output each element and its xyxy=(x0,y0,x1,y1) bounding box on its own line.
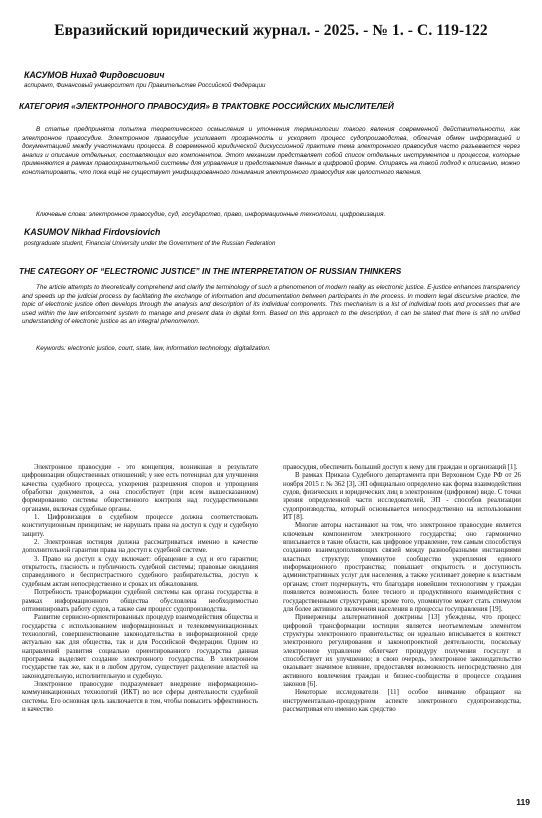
abstract-ru: В статье предпринята попытка теоретического осмысления и уточнения терминологии такого явления современной действительности, как электронное правосудие. Электронное правосудие усиливает прозрачность и ускоряет процесс судопроизводства, облегчая обмен информацией и документацией между участниками процесса. В современной юридической дискуссионной практике тема электронного правосудия часто разъевается через анализ и описание отдельных, составляющих его компонентов. Этот механизм представляет собой список отдельных инструментов и процессов, которые применяются в рамках правоохранительной системы для управления и представления данных в цифровой форме. Опираясь на такой подход к описанию, можно констатировать, что пока ещё не существует унифицированного понимания электронного правосудия как целостного явления. xyxy=(22,126,520,176)
body-column-right xyxy=(283,464,521,784)
body-list-item: 2. Электронная юстиция должна рассматриваться именно в качестве дополнительной гарантии права на доступ к судебной системе. xyxy=(22,539,258,555)
author-affiliation-ru: аспирант, Финансовый университет при Правительстве Российской Федерации xyxy=(24,82,266,89)
body-paragraph: Некоторые исследователи [11] особое внимание обращают на инструментально-процедурном аспекте электронного судопроизводства, рассматривая его именно как средство xyxy=(283,689,521,713)
body-paragraph: Электронное правосудие - это концепция, возникшая в результате цифровизации общественных отношений; у нее есть потенциал для улучшения качества судебного процесса, ускорения разрешения споров и упрощения обработки документов, а она способствует (при всем вышесказанном) формированию системы общественного контроля над государственными органами, включая судебные органы. xyxy=(22,464,258,513)
author-affiliation-en: postgraduate student, Financial University under the Government of the Russian Federation xyxy=(24,240,276,247)
journal-header: Евразийский юридический журнал. - 2025. - № 1. - С. 119-122 xyxy=(54,22,488,39)
body-column-left xyxy=(22,464,258,784)
body-paragraph: правосудия, обеспечить больший доступ к нему для граждан и организаций [1]. xyxy=(283,464,518,471)
body-paragraph: Электронное правосудие подразумевает внедрение информационно-коммуникационных технологий (ИКТ) во все сферы деятельности судебной системы. Его основная цель заключается в том, чтобы повысить эффективность и качество xyxy=(22,680,258,713)
page-number: 119 xyxy=(516,797,530,807)
body-paragraph: Потребность трансформации судебной системы как органа государства в рамках информационного общества обусловлена необходимостью оптимизировать работу судов, а также сам процесс судопроизводства. xyxy=(22,589,258,613)
author-name-ru: КАСУМОВ Нихад Фирдовсиович xyxy=(24,70,165,80)
body-paragraph: Многие авторы настаивают на том, что электронное правосудие является ключевым компонентом электронного государства; оно гармонично вписывается в такие области, как цифровое управление, тем самым способствуя созданию взаимодополняющих связей между разнообразными инстанциями властных структур; упомянутое сообщество укрепления единого информационного пространства; повышает открытость и доступность административных услуг для населения, а также усиливает доверие к властным органам; стоит подчеркнуть, что благодаря новейшим технологиям у граждан появляется возможность более тесного и продуктивного взаимодействия с государственными структурами; кроме того, упомянутое может стать стимулом для более активного включения населения в процессы госуправления [19]. xyxy=(283,522,521,613)
body-paragraph: В рамках Приказа Судебного департамента при Верховном Суде РФ от 26 ноября 2015 г. № 362 [3], ЭП официально определено как форма взаимодействия судов, физических и юридических лиц в электронном (цифровом) виде. С точки зрения определенной части исследователей, ЭП - способов реализации судопроизводства, который основывается непосредственно на использовании ИТ [8]. xyxy=(283,472,521,522)
body-paragraph: Развитие сервисно-ориентированных процедур взаимодействия общества и государства с использованием информационных и телекоммуникационных технологий, совершенствование законодательства в информационной среде актуально как для общества, так и для Российской Федерации. Одним из направлений развития социально ориентированного государства данная программа выделяет создание электронного государства. В электронном государстве так же, как и в любом другом, существует разделение властей на законодательную, исполнительную и судебную. xyxy=(22,614,258,680)
article-title-en: THE CATEGORY OF “ELECTRONIC JUSTICE” IN THE INTERPRETATION OF RUSSIAN THINKERS xyxy=(19,266,402,276)
abstract-en: The article attempts to theoretically comprehend and clarify the terminology of such a phenomenon of modern reality as electronic justice. E-justice enhances transparency and speeds up the judicial process by facilitating the exchange of information and documentation between participants in the process. In modern legal discursive practice, the topic of electronic justice often develops through the analysis and description of its individual components. This mechanism is a list of individual tools and processes that are used within the law enforcement system to manage and present data in digital form. Based on this approach to the description, it can be stated that there is still no unified understanding of electronic justice as an integral phenomenon. xyxy=(22,284,520,326)
keywords-en: Keywords: electronic justice, court, state, law, information technology, digitalization. xyxy=(36,345,271,352)
body-list-item: 3. Право на доступ к суду включает: обращение в суд и его гарантии; открытость, гласность и публичность судебной системы; правовые ожидания справедливого и беспристрастного судебного разбирательства, доступ к судебным актам непосредственно и сроках их обжалования. xyxy=(22,555,258,588)
body-list-item: 1. Цифровизация в судебном процессе должна соответствовать конституционным принципам; не нарушать права на доступ к суду и судебную защиту. xyxy=(22,514,258,538)
article-title-ru: КАТЕГОРИЯ «ЭЛЕКТРОННОГО ПРАВОСУДИЯ» В ТРАКТОВКЕ РОССИЙСКИХ МЫСЛИТЕЛЕЙ xyxy=(19,101,394,111)
body-paragraph: Приверженцы альтернативной доктрины [13] убеждены, что процесс цифровой трансформации юстиции является неотъемлемым элементом структуры электронного правительства; он идеально вписывается в контекст электронного регулирования и законопроектной деятельности, поскольку электронное управление облегчает процедуру получения госуслуг и способствует их улучшению; в свою очередь, электронное законодательство оказывает значимое влияние, предоставляя возможность непосредственно для активного вовлечения граждан и бизнес-сообщества в процессе создания законов [6]. xyxy=(283,614,521,688)
keywords-ru: Ключевые слова: электронное правосудие, суд, государство, право, информационные технологии, цифровизация. xyxy=(36,211,386,218)
author-name-en: KASUMOV Nikhad Firdovsiovich xyxy=(24,227,161,237)
